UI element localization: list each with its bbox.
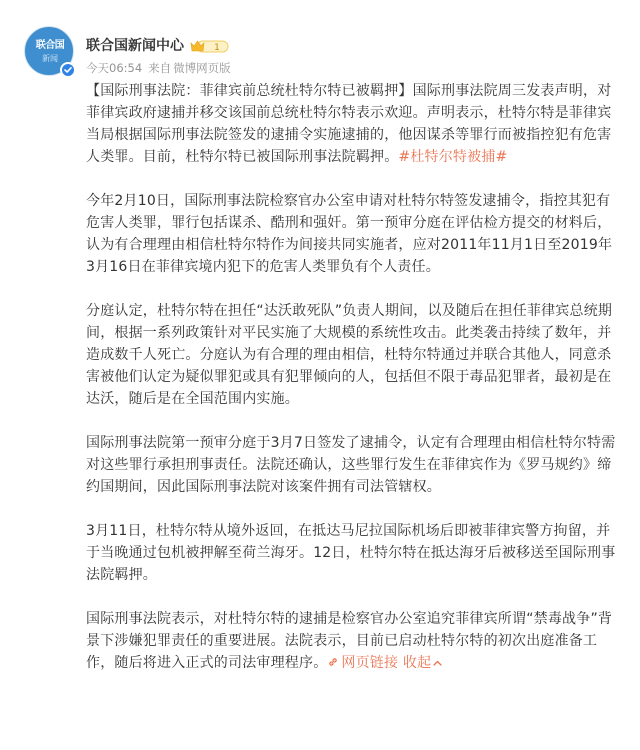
paragraph-3: 分庭认定，杜特尔特在担任“达沃敢死队”负责人期间，以及随后在担任菲律宾总统期间，根据一系列政策针对平民实施了大规模的系统性攻击。此类袭击持续了数年，并造成数千人死亡。分庭认为有合理的理由相信，杜特尔特通过并联合其他人，同意杀害被他们认定为疑似罪犯或具有犯罪倾向的人，包括但不限于毒品犯罪者，最初是在达沃，随后是在全国范围内实施。 [86, 303, 613, 407]
paragraph-4: 国际刑事法院第一预审分庭于3月7日签发了逮捕令，认定有合理理由相信杜特尔特需对这些罪行承担刑事责任。法院还确认，这些罪行发生在菲律宾作为《罗马规约》缔约国期间，因此国际刑事法院对该案件拥有司法管辖权。 [86, 435, 616, 495]
paragraph-1-text: 【国际刑事法院：菲律宾前总统杜特尔特已被羁押】国际刑事法院周三发表声明，对菲律宾政府逮捕并移交该国前总统杜特尔特表示欢迎。声明表示，杜特尔特是菲律宾当局根据国际刑事法院签发的逮捕令实施逮捕的，他因谋杀等罪行而被指控犯有危害人类罪。目前，杜特尔特已被国际刑事法院羁押。 [86, 83, 612, 165]
avatar-text: 联合国 [35, 40, 65, 51]
link-icon [327, 656, 339, 668]
paragraph-1 [86, 80, 616, 168]
post-source[interactable]: 微博网页版 [173, 61, 231, 75]
paragraph-2: 今年2月10日，国际刑事法院检察官办公室申请对杜特尔特签发逮捕令，指控其犯有危害人类罪，罪行包括谋杀、酷刑和强奸。第一预审分庭在评估检方提交的材料后，认为有合理理由相信杜特尔特作为间接共同实施者，应对2011年11月1日至2019年3月16日在菲律宾境内犯下的危害人类罪负有个人责任。 [86, 193, 613, 275]
verified-check-icon [60, 62, 76, 78]
avatar-subtext: 新闻 [42, 54, 58, 63]
account-name[interactable]: 联合国新闻中心 [86, 38, 184, 54]
paragraph-6 [86, 608, 616, 674]
hashtag-link[interactable]: #杜特尔特被捕# [398, 149, 508, 165]
source-prefix: 来自 [148, 61, 172, 75]
collapse-label: 收起 [402, 655, 432, 671]
post-content [86, 80, 616, 696]
chevron-up-icon [433, 660, 442, 666]
post-meta [86, 61, 237, 75]
vip-crown-icon[interactable] [190, 39, 230, 54]
paragraph-6-text: 国际刑事法院表示，对杜特尔特的逮捕是检察官办公室追究菲律宾所谓“禁毒战争”背景下涉嫌犯罪责任的重要进展。法院表示，目前已启动杜特尔特的初次出庭准备工作，随后将进入正式的司法审理程序。 [86, 611, 613, 671]
post-time[interactable]: 今天06:54 [86, 61, 143, 75]
collapse-button[interactable] [403, 655, 442, 671]
web-link[interactable] [327, 655, 398, 671]
web-link-label: 网页链接 [341, 655, 399, 671]
paragraph-5: 3月11日，杜特尔特从境外返回，在抵达马尼拉国际机场后即被菲律宾警方拘留，并于当晚通过包机被押解至荷兰海牙。12日，杜特尔特在抵达海牙后被移送至国际刑事法院羁押。 [86, 523, 616, 583]
vip-level: 1 [214, 43, 220, 53]
